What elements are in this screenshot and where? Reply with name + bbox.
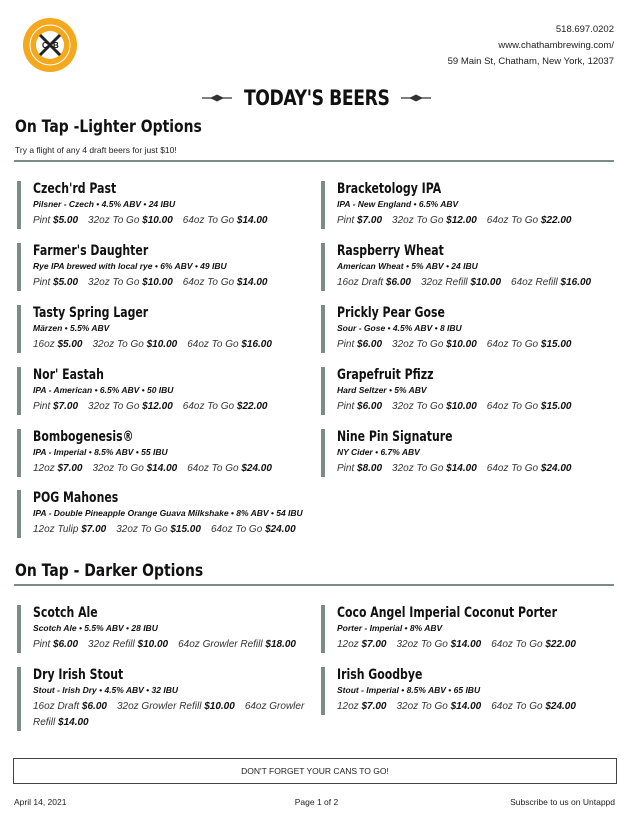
price-amount: $14.00: [450, 639, 482, 650]
beer-name: Grapefruit Pfizz: [337, 367, 434, 383]
price-option: [337, 277, 411, 288]
beer-prices: [337, 337, 611, 353]
beer-style: IPA - Double Pineapple Orange Guava Milkshake • 8% ABV • 54 IBU: [33, 508, 303, 518]
beer-prices: [33, 399, 307, 415]
price-amount: $12.00: [446, 215, 477, 226]
price-size-label: 32oz To Go: [92, 339, 144, 350]
price-option: [33, 639, 78, 650]
beer-style: Porter - Imperial • 8% ABV: [337, 623, 443, 633]
beer-name: Scotch Ale: [33, 605, 98, 621]
right-ornament-icon: [401, 93, 431, 103]
darker-section-title: On Tap - Darker Options: [15, 561, 204, 581]
flight-offer: Try a flight of any 4 draft beers for just $10!: [15, 145, 177, 155]
price-option: [33, 401, 78, 412]
page-title-row: [0, 86, 633, 110]
beer-prices: [33, 699, 313, 731]
price-option: [93, 463, 178, 474]
price-amount: $24.00: [241, 463, 272, 474]
beer-card: [17, 605, 307, 653]
price-option: [88, 277, 173, 288]
beer-name: Dry Irish Stout: [33, 667, 124, 683]
beer-prices: [33, 337, 307, 353]
phone-number: 518.697.0202: [555, 24, 614, 35]
left-ornament-icon: [202, 93, 232, 103]
price-option: [392, 401, 477, 412]
price-option: [392, 339, 477, 350]
price-option: [487, 215, 572, 226]
price-amount: $24.00: [265, 524, 296, 535]
beer-style: Rye IPA brewed with local rye • 6% ABV • 49 IBU: [33, 261, 227, 271]
price-size-label: 12oz: [337, 701, 359, 712]
price-amount: $14.00: [146, 463, 178, 474]
price-size-label: 32oz Refill: [420, 277, 468, 288]
beer-name: Tasty Spring Lager: [33, 305, 149, 321]
price-amount: $6.00: [53, 639, 79, 650]
beer-card: [321, 667, 611, 715]
price-option: [397, 639, 482, 650]
beer-name: Nor' Eastah: [33, 367, 104, 383]
beer-prices: [337, 637, 611, 653]
price-size-label: 32oz To Go: [92, 463, 144, 474]
beer-style: American Wheat • 5% ABV • 24 IBU: [337, 261, 478, 271]
beer-prices: [337, 213, 611, 229]
price-amount: $14.00: [58, 717, 89, 728]
price-option: [337, 401, 382, 412]
price-option: [397, 701, 482, 712]
price-option: [421, 277, 501, 288]
price-option: [88, 401, 173, 412]
beer-name: Irish Goodbye: [337, 667, 423, 683]
beer-style: IPA - American • 6.5% ABV • 50 IBU: [33, 385, 174, 395]
price-amount: $10.00: [137, 639, 169, 650]
price-amount: $5.00: [53, 277, 79, 288]
beer-name: Coco Angel Imperial Coconut Porter: [337, 605, 557, 621]
beer-style: IPA - Imperial • 8.5% ABV • 55 IBU: [33, 447, 168, 457]
price-amount: $14.00: [450, 701, 482, 712]
cans-reminder-text: DON'T FORGET YOUR CANS TO GO!: [241, 766, 389, 776]
beer-name: Farmer's Daughter: [33, 243, 149, 259]
beer-card: [17, 367, 307, 415]
price-option: [337, 215, 382, 226]
price-size-label: 64oz To Go: [182, 401, 235, 412]
beer-style: Märzen • 5.5% ABV: [33, 323, 110, 333]
price-size-label: Pint: [33, 215, 51, 226]
price-amount: $14.00: [446, 463, 477, 474]
beer-style: Stout - Irish Dry • 4.5% ABV • 32 IBU: [33, 685, 178, 695]
price-size-label: Pint: [337, 215, 355, 226]
beer-card: [321, 367, 611, 415]
cans-reminder-box: [13, 758, 617, 784]
price-size-label: 32oz To Go: [396, 639, 448, 650]
beer-card: [17, 243, 307, 291]
price-option: [487, 401, 572, 412]
price-size-label: Pint: [337, 401, 355, 412]
beer-style: IPA - New England • 6.5% ABV: [337, 199, 459, 209]
price-amount: $22.00: [540, 215, 572, 226]
address: 59 Main St, Chatham, New York, 12037: [447, 56, 614, 67]
price-size-label: 32oz Growler Refill: [116, 701, 202, 712]
price-size-label: 64oz To Go: [491, 701, 543, 712]
beer-prices: [337, 399, 611, 415]
contact-info: [448, 22, 614, 70]
price-amount: $10.00: [446, 339, 477, 350]
brewery-logo: [22, 17, 78, 73]
price-size-label: 16oz Draft: [33, 701, 80, 712]
beer-card: [321, 305, 611, 353]
price-amount: $6.00: [385, 277, 411, 288]
beer-name: Raspberry Wheat: [337, 243, 444, 259]
price-option: [491, 701, 576, 712]
price-option: [116, 524, 201, 535]
beer-prices: [33, 275, 307, 291]
beer-prices: [337, 461, 611, 477]
price-option: [187, 463, 272, 474]
price-size-label: 16oz Draft: [337, 277, 384, 288]
price-amount: $10.00: [446, 401, 477, 412]
price-amount: $6.00: [357, 339, 383, 350]
price-option: [337, 701, 387, 712]
footer-page-number: Page 1 of 2: [294, 797, 339, 807]
beer-style: Scotch Ale • 5.5% ABV • 28 IBU: [33, 623, 158, 633]
price-amount: $7.00: [361, 639, 387, 650]
price-amount: $7.00: [357, 215, 383, 226]
price-size-label: 64oz Growler Refill: [33, 701, 305, 728]
beer-card: [17, 667, 307, 731]
svg-text:C: C: [42, 41, 48, 50]
price-size-label: 64oz To Go: [486, 215, 539, 226]
price-size-label: 16oz: [33, 339, 55, 350]
lighter-section-title: On Tap -Lighter Options: [15, 117, 202, 137]
price-amount: $5.00: [53, 215, 79, 226]
price-option: [337, 639, 387, 650]
price-amount: $10.00: [146, 339, 178, 350]
price-option: [392, 463, 477, 474]
price-size-label: Pint: [33, 401, 51, 412]
price-amount: $16.00: [560, 277, 592, 288]
price-size-label: 64oz To Go: [182, 215, 235, 226]
svg-text:B: B: [53, 41, 59, 50]
price-option: [33, 524, 106, 535]
price-size-label: Pint: [33, 277, 51, 288]
price-amount: $24.00: [540, 463, 572, 474]
price-option: [183, 277, 268, 288]
price-size-label: 12oz: [33, 463, 55, 474]
price-option: [88, 215, 173, 226]
price-amount: $10.00: [142, 215, 173, 226]
price-option: [337, 463, 382, 474]
price-size-label: Pint: [337, 463, 355, 474]
beer-prices: [337, 275, 611, 291]
beer-style: Stout - Imperial • 8.5% ABV • 65 IBU: [337, 685, 481, 695]
price-size-label: 32oz To Go: [392, 401, 444, 412]
price-amount: $10.00: [470, 277, 502, 288]
price-amount: $22.00: [236, 401, 268, 412]
price-option: [178, 639, 296, 650]
price-option: [511, 277, 591, 288]
beer-prices: [337, 699, 611, 715]
price-amount: $16.00: [241, 339, 272, 350]
price-size-label: 32oz To Go: [392, 339, 444, 350]
price-option: [33, 277, 78, 288]
price-amount: $12.00: [142, 401, 173, 412]
price-size-label: 64oz To Go: [486, 463, 539, 474]
price-amount: $22.00: [545, 639, 576, 650]
price-option: [392, 215, 477, 226]
price-option: [117, 701, 235, 712]
beer-card: [17, 181, 307, 229]
price-option: [337, 339, 382, 350]
price-size-label: 32oz To Go: [116, 524, 168, 535]
price-size-label: 64oz To Go: [187, 463, 239, 474]
price-amount: $5.00: [57, 339, 83, 350]
price-option: [33, 339, 83, 350]
price-amount: $10.00: [142, 277, 173, 288]
beer-card: [17, 490, 307, 538]
price-size-label: 64oz To Go: [486, 339, 539, 350]
price-size-label: 32oz To Go: [392, 463, 444, 474]
price-size-label: Pint: [33, 639, 51, 650]
beer-card: [17, 429, 307, 477]
beer-card: [321, 181, 611, 229]
price-option: [33, 463, 83, 474]
price-size-label: 12oz: [337, 639, 359, 650]
beer-name: Bombogenesis®: [33, 429, 134, 445]
price-option: [211, 524, 296, 535]
price-amount: $7.00: [57, 463, 83, 474]
price-amount: $8.00: [357, 463, 383, 474]
price-amount: $6.00: [81, 701, 107, 712]
beer-name: Prickly Pear Gose: [337, 305, 445, 321]
price-size-label: 64oz To Go: [210, 524, 263, 535]
beer-prices: [33, 213, 307, 229]
beer-name: POG Mahones: [33, 490, 119, 506]
price-size-label: 64oz Refill: [511, 277, 558, 288]
price-option: [183, 215, 268, 226]
beer-card: [321, 429, 611, 477]
beer-style: Pilsner - Czech • 4.5% ABV • 24 IBU: [33, 199, 176, 209]
price-size-label: 64oz Growler Refill: [178, 639, 263, 650]
section-divider: [14, 584, 614, 586]
price-size-label: 64oz To Go: [491, 639, 543, 650]
price-option: [487, 463, 572, 474]
website-link[interactable]: www.chathambrewing.com/: [498, 40, 614, 51]
price-size-label: 64oz To Go: [182, 277, 235, 288]
section-divider: [14, 160, 614, 162]
price-size-label: 32oz To Go: [88, 401, 140, 412]
price-size-label: 64oz To Go: [486, 401, 539, 412]
beer-card: [321, 243, 611, 291]
beer-card: [17, 305, 307, 353]
price-option: [93, 339, 178, 350]
price-size-label: 32oz To Go: [392, 215, 444, 226]
footer-untappd-link[interactable]: Subscribe to us on Untappd: [510, 797, 615, 807]
beer-style: Hard Seltzer • 5% ABV: [337, 385, 427, 395]
price-option: [487, 339, 572, 350]
beer-name: Czech'rd Past: [33, 181, 117, 197]
price-size-label: 64oz To Go: [187, 339, 239, 350]
beer-style: NY Cider • 6.7% ABV: [337, 447, 420, 457]
price-size-label: 32oz To Go: [88, 277, 140, 288]
price-amount: $15.00: [540, 401, 572, 412]
price-option: [33, 215, 78, 226]
beer-style: Sour - Gose • 4.5% ABV • 8 IBU: [337, 323, 462, 333]
price-amount: $7.00: [361, 701, 387, 712]
price-amount: $10.00: [204, 701, 235, 712]
page-title: TODAY'S BEERS: [243, 86, 390, 110]
price-amount: $14.00: [236, 215, 268, 226]
beer-prices: [33, 461, 307, 477]
price-amount: $24.00: [545, 701, 576, 712]
beer-card: [321, 605, 611, 653]
price-amount: $18.00: [265, 639, 296, 650]
price-amount: $7.00: [53, 401, 79, 412]
price-amount: $14.00: [236, 277, 268, 288]
price-size-label: 32oz To Go: [88, 215, 140, 226]
beer-name: Nine Pin Signature: [337, 429, 453, 445]
price-size-label: Pint: [337, 339, 355, 350]
price-amount: $15.00: [170, 524, 201, 535]
price-option: [88, 639, 168, 650]
beer-prices: [33, 522, 307, 538]
price-option: [491, 639, 576, 650]
price-size-label: 32oz Refill: [88, 639, 135, 650]
price-amount: $15.00: [540, 339, 572, 350]
price-amount: $7.00: [81, 524, 107, 535]
price-size-label: 12oz Tulip: [33, 524, 79, 535]
price-option: [33, 701, 107, 712]
footer-date: April 14, 2021: [14, 797, 67, 807]
beer-name: Bracketology IPA: [337, 181, 442, 197]
price-amount: $6.00: [357, 401, 383, 412]
beer-prices: [33, 637, 307, 653]
price-size-label: 32oz To Go: [396, 701, 448, 712]
price-option: [183, 401, 268, 412]
price-option: [187, 339, 272, 350]
